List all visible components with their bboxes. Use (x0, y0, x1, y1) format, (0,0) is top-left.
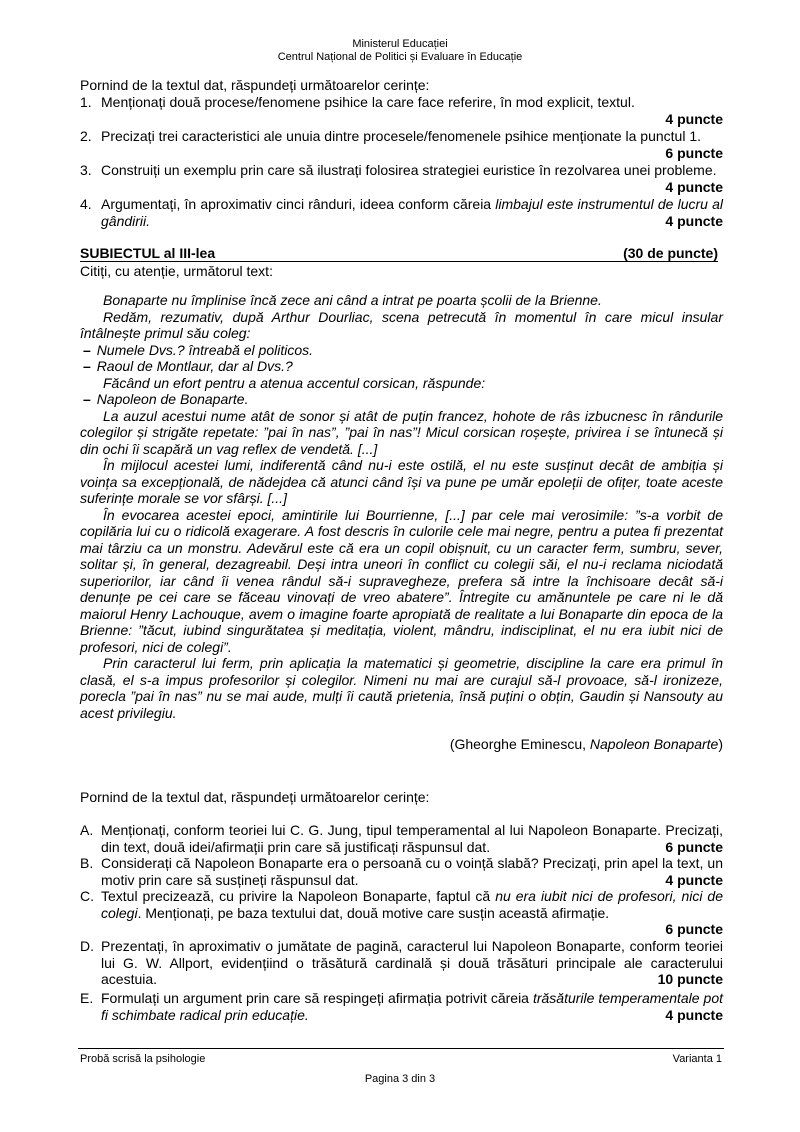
passage-paragraph: Bonaparte nu împlinise încă zece ani când a intrat pe poarta școlii de la Brienne. (103, 292, 602, 308)
footer-page-number: Pagina 3 din 3 (364, 1073, 436, 1085)
passage-paragraph: La auzul acestui nume atât de sonor și atât de puțin francez, hohote de râs izbucnesc în rândurile colegilor și strigăte repetate: ”pai în nas”, ”pai în nas”! Micul corsican roșește, privirea i se întunecă și din ochi îi scapără un vag reflex de vendetă. [...] (80, 407, 723, 457)
question-text-emphasis: limbajul este instrumentul de lucru al gândirii. (101, 196, 723, 229)
task-letter: D. (80, 938, 94, 954)
passage-paragraph: Redăm, rezumativ, după Arthur Dourliac, scena petrecută în momentul în care micul insular întâlnește primul său coleg: (80, 308, 723, 341)
task-letter: E. (80, 990, 94, 1006)
task-points: 4 puncte (665, 1006, 723, 1023)
question-number: 4. (80, 196, 92, 212)
passage-paragraph: Prin caracterul lui ferm, prin aplicația la matematici și geometrie, discipline la care era primul în clasă, el s-a impus profesorilor și colegilor. Nimeni nu mai are curajul să-l provoace, să-l ironizeze, porecla ”pai în nas” nu se mai aude, mulți îi caută prietenia, însă puțini o obțin, Gaudin și Nansouty au acest privilegiu. (80, 655, 723, 721)
passage-dialogue-line (80, 358, 723, 375)
task-text: Prezentați, în aproximativ o jumătate de pagină, caracterul lui Napoleon Bonaparte, conform teoriei lui G. W. Allport, evidențiind o trăsătură cardinală și două trăsături principale ale caracterului acestuia. (101, 938, 723, 987)
header-center: Centrul Național de Politici și Evaluare în Educație (277, 51, 523, 63)
section-title-label: SUBIECTUL al III-lea (80, 245, 216, 261)
section-total-points: (30 de puncte) (623, 245, 718, 261)
task-text: Considerați că Napoleon Bonaparte era o persoană cu o voință slabă? Precizați, prin apel la text, un motiv prin care să susțineți răspunsul dat. (101, 855, 723, 888)
task-points: 10 puncte (657, 971, 723, 987)
source-author: (Gheorghe Eminescu, (449, 736, 590, 752)
task-letter: B. (80, 855, 94, 871)
question-points: 4 puncte (665, 110, 723, 127)
task-text: Menționați, conform teoriei lui C. G. Jung, tipul temperamental al lui Napoleon Bonaparte. Precizați, din text, două idei/afirmații prin care să justificați răspunsul dat. (101, 822, 723, 855)
passage-dialogue-line (80, 342, 723, 359)
dash-icon: – (83, 341, 91, 358)
task-letter: C. (80, 888, 94, 904)
question-text: Menționați două procese/fenomene psihice la care face referire, în mod explicit, textul. (101, 94, 635, 110)
question-points: 6 puncte (665, 144, 723, 161)
tasks-intro: Pornind de la textul dat, răspundeți următoarelor cerințe: (80, 789, 430, 805)
reading-passage (80, 292, 723, 721)
dialogue-text: Numele Dvs.? întreabă el politicos. (96, 341, 314, 358)
question-text: Construiți un exemplu prin care să ilustrați folosirea strategiei euristice în rezolvarea unei probleme. (101, 162, 717, 178)
part2-intro: Pornind de la textul dat, răspundeți următoarelor cerințe: (80, 77, 430, 93)
task-text: Textul precizează, cu privire la Napoleon Bonaparte, faptul că (101, 888, 496, 904)
passage-dialogue-line (80, 391, 723, 408)
footer-variant: Varianta 1 (672, 1053, 722, 1065)
header-ministry: Ministerul Educației (352, 38, 448, 50)
task-points: 4 puncte (665, 871, 723, 888)
question-text: Argumentați, în aproximativ cinci rânduri, ideea conform căreia (101, 196, 496, 212)
dash-icon: – (83, 358, 91, 374)
question-number: 3. (80, 162, 92, 178)
question-points: 4 puncte (665, 212, 723, 229)
footer-exam-name: Probă scrisă la psihologie (80, 1053, 206, 1065)
question-points: 4 puncte (665, 178, 723, 195)
task-points: 6 puncte (665, 838, 723, 855)
footer-divider (78, 1048, 724, 1049)
task-text: Formulați un argument prin care să respingeți afirmația potrivit căreia (101, 990, 533, 1006)
reading-instruction: Citiți, cu atenție, următorul text: (80, 263, 273, 279)
task-text-emphasis: nu era iubit nici de profesori, nici de colegi (101, 888, 723, 921)
section-title (80, 246, 718, 262)
question-text: Precizați trei caracteristici ale unuia dintre procesele/fenomenele psihice menționate la punctul 1. (101, 128, 701, 144)
passage-source (450, 736, 723, 752)
question-number: 1. (80, 94, 92, 110)
task-text-emphasis: trăsăturile temperamentale pot fi schimbate radical prin educație. (101, 990, 724, 1023)
dialogue-text: Napoleon de Bonaparte. (96, 391, 249, 407)
source-title: Napoleon Bonaparte (589, 736, 719, 752)
passage-paragraph: Făcând un efort pentru a atenua accentul corsican, răspunde: (103, 374, 486, 391)
passage-paragraph: În evocarea acestei epoci, amintirile lui Bourrienne, [...] par cele mai verosimile: ”s-a vorbit de copilăria lui cu o ridicolă exagerare. A fost descris în culorile cele mai negre, pentru a putea fi prezentat mai târziu ca un monstru. Adevărul este că era un copil obișnuit, cu un caracter ferm, sumbru, sever, solitar și, în general, dezagreabil. Deși intra uneori în conflict cu colegii săi, el nu-i reclama niciodată superiorilor, iar când îi venea rândul să-i supravegheze, prefera să intre la închisoare decât să-i denunțe pe cei care se făceau vinovați de vreo abatere”. Întregite cu amănuntele pe care ni le dă maiorul Henry Lachouque, avem o imagine foarte apropiată de realitate a lui Bonaparte din epoca de la Brienne: ”tăcut, iubind singurătatea și meditația, violent, mândru, indisciplinat, el nu era iubit nici de profesori, nici de colegi”. (80, 506, 723, 655)
task-text-tail: . Menționați, pe baza textului dat, două motive care susțin această afirmație. (137, 904, 610, 921)
task-letter: A. (80, 822, 94, 838)
task-points: 6 puncte (665, 921, 723, 937)
dash-icon: – (83, 391, 91, 407)
question-number: 2. (80, 128, 92, 144)
source-close: ) (718, 736, 723, 752)
passage-paragraph: În mijlocul acestei lumi, indiferentă când nu-i este ostilă, el nu este susținut decât de ambiția și voința sa excepțională, de nădejdea că atunci când își va pune pe umăr epoleții de ofițer, toate aceste suferințe morale se vor sfârși. [...] (80, 457, 723, 506)
dialogue-text: Raoul de Montlaur, dar al Dvs.? (96, 358, 293, 374)
